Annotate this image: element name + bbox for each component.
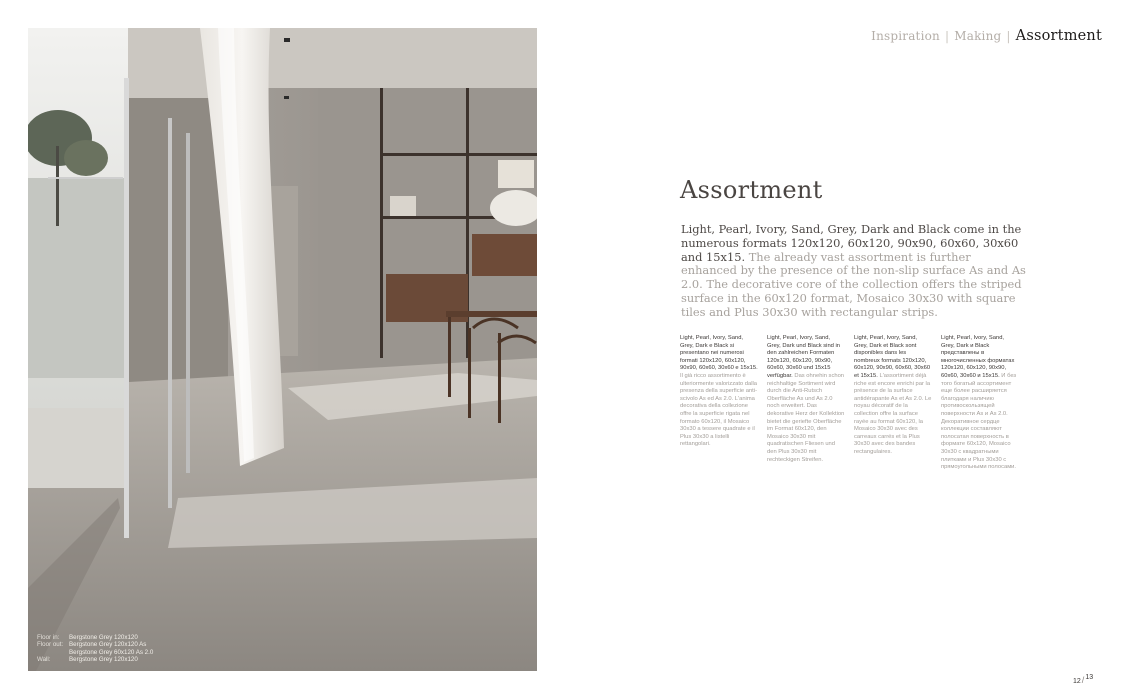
column-soft-text: L'assortiment déjà riche est encore enrichi par la présence de la surface antidérapante As et As 2.0. Le noyau décoratif de la collection offre la surface rayée au format 60x120, la Mosaico 30x30 avec des carreaux carrés et la Plus 30x30 avec des bandes rectangulaires. [854,372,932,455]
page-number-left: 12 [1073,678,1081,685]
column-german [767,335,845,472]
column-strong-text: Light, Pearl, Ivory, Sand, Grey, Dark et Black sont disponibles dans les nombreux formats 120x120, 60x120, 90x90, 60x60, 30x60 et 15x15. [854,335,931,379]
section-nav [871,28,1102,44]
page-numbers [1073,675,1093,685]
tab-inspiration[interactable]: Inspiration [871,29,940,43]
nav-separator: | [1006,29,1011,43]
column-strong-text: Light, Pearl, Ivory, Sand, Grey, Dark und Black sind in den zahlreichen Formaten 120x120, 60x120, 90x90, 60x60, 30x60 und 15x15 verfügbar. [767,335,841,379]
column-soft-text: Il già ricco assortimento è ulteriormente valorizzato dalla presenza della superficie anti-scivolo As ed As 2.0. L'anima decorativa della collezione offre la superficie rigata nel formato 60x120, il Mosaico 30x30 a tessere quadrate e il Plus 30x30 a listelli rettangolari. [680,372,758,448]
column-strong-text: Light, Pearl, Ivory, Sand, Grey, Dark и Black представлены в многочисленных форматах 120x120, 60x120, 90x90, 60x60, 30x60 и 15x15. [941,335,1015,379]
tab-making[interactable]: Making [954,29,1002,43]
tab-assortment[interactable]: Assortment [1015,28,1102,44]
page-number-separator: / [1081,675,1085,685]
caption-value: Bergstone Grey 60x120 As 2.0 [69,648,154,656]
column-russian [941,335,1019,472]
nav-separator: | [944,29,950,43]
column-strong-text: Light, Pearl, Ivory, Sand, Grey, Dark e Black si presentano nei numerosi formati 120x120, 60x120, 90x90, 60x60, 30x60 e 15x15. [680,335,758,372]
column-italian [680,335,758,472]
translation-columns [680,335,1020,472]
column-soft-text: И без того богатый ассортимент еще более расширяется благодаря наличию противоскользящей поверхности As и As 2.0. Декоративное сердце коллекции составляют полосатая поверхность в формате 60x120, Mosaico 30x30 с квадратными плитками и Plus 30x30 с прямоугольными полосами. [941,372,1017,471]
interior-scene-illustration [28,28,537,671]
lead-paragraph [681,223,1026,320]
lead-soft-text: The already vast assortment is further enhanced by the presence of the non-slip surface As and As 2.0. The decorative core of the collection offers the striped surface in the 60x120 format, Mosaico 30x30 with square tiles and Plus 30x30 with rectangular strips. [681,249,1026,319]
caption-value: Bergstone Grey 120x120 [69,633,138,641]
column-soft-text: Das ohnehin schon reichhaltige Sortiment wird durch die Anti-Rutsch Oberfläche As und As 2.0 noch erweitert. Das dekorative Herz der Kollektion bietet die geriefte Oberfläche im Format 60x120, den Mosaico 30x30 mit quadratischen Fliesen und den Plus 30x30 mit rechteckigen Streifen. [767,372,845,463]
lead-strong-text: Light, Pearl, Ivory, Sand, Grey, Dark and Black come in the numerous formats 120x120, 60x120, 90x90, 60x60, 30x60 and 15x15. [681,222,1022,264]
page-title: Assortment [680,176,823,204]
interior-photo [28,28,537,671]
photo-caption [37,634,153,664]
caption-value: Bergstone Grey 120x120 As [69,641,147,649]
caption-key: Floor out: [37,641,64,649]
caption-key: Floor in: [37,633,60,641]
column-french [854,335,932,472]
page-number-right: 13 [1085,674,1094,681]
caption-key: Wall: [37,656,51,664]
caption-value: Bergstone Grey 120x120 [69,656,138,664]
caption-key [37,649,69,657]
